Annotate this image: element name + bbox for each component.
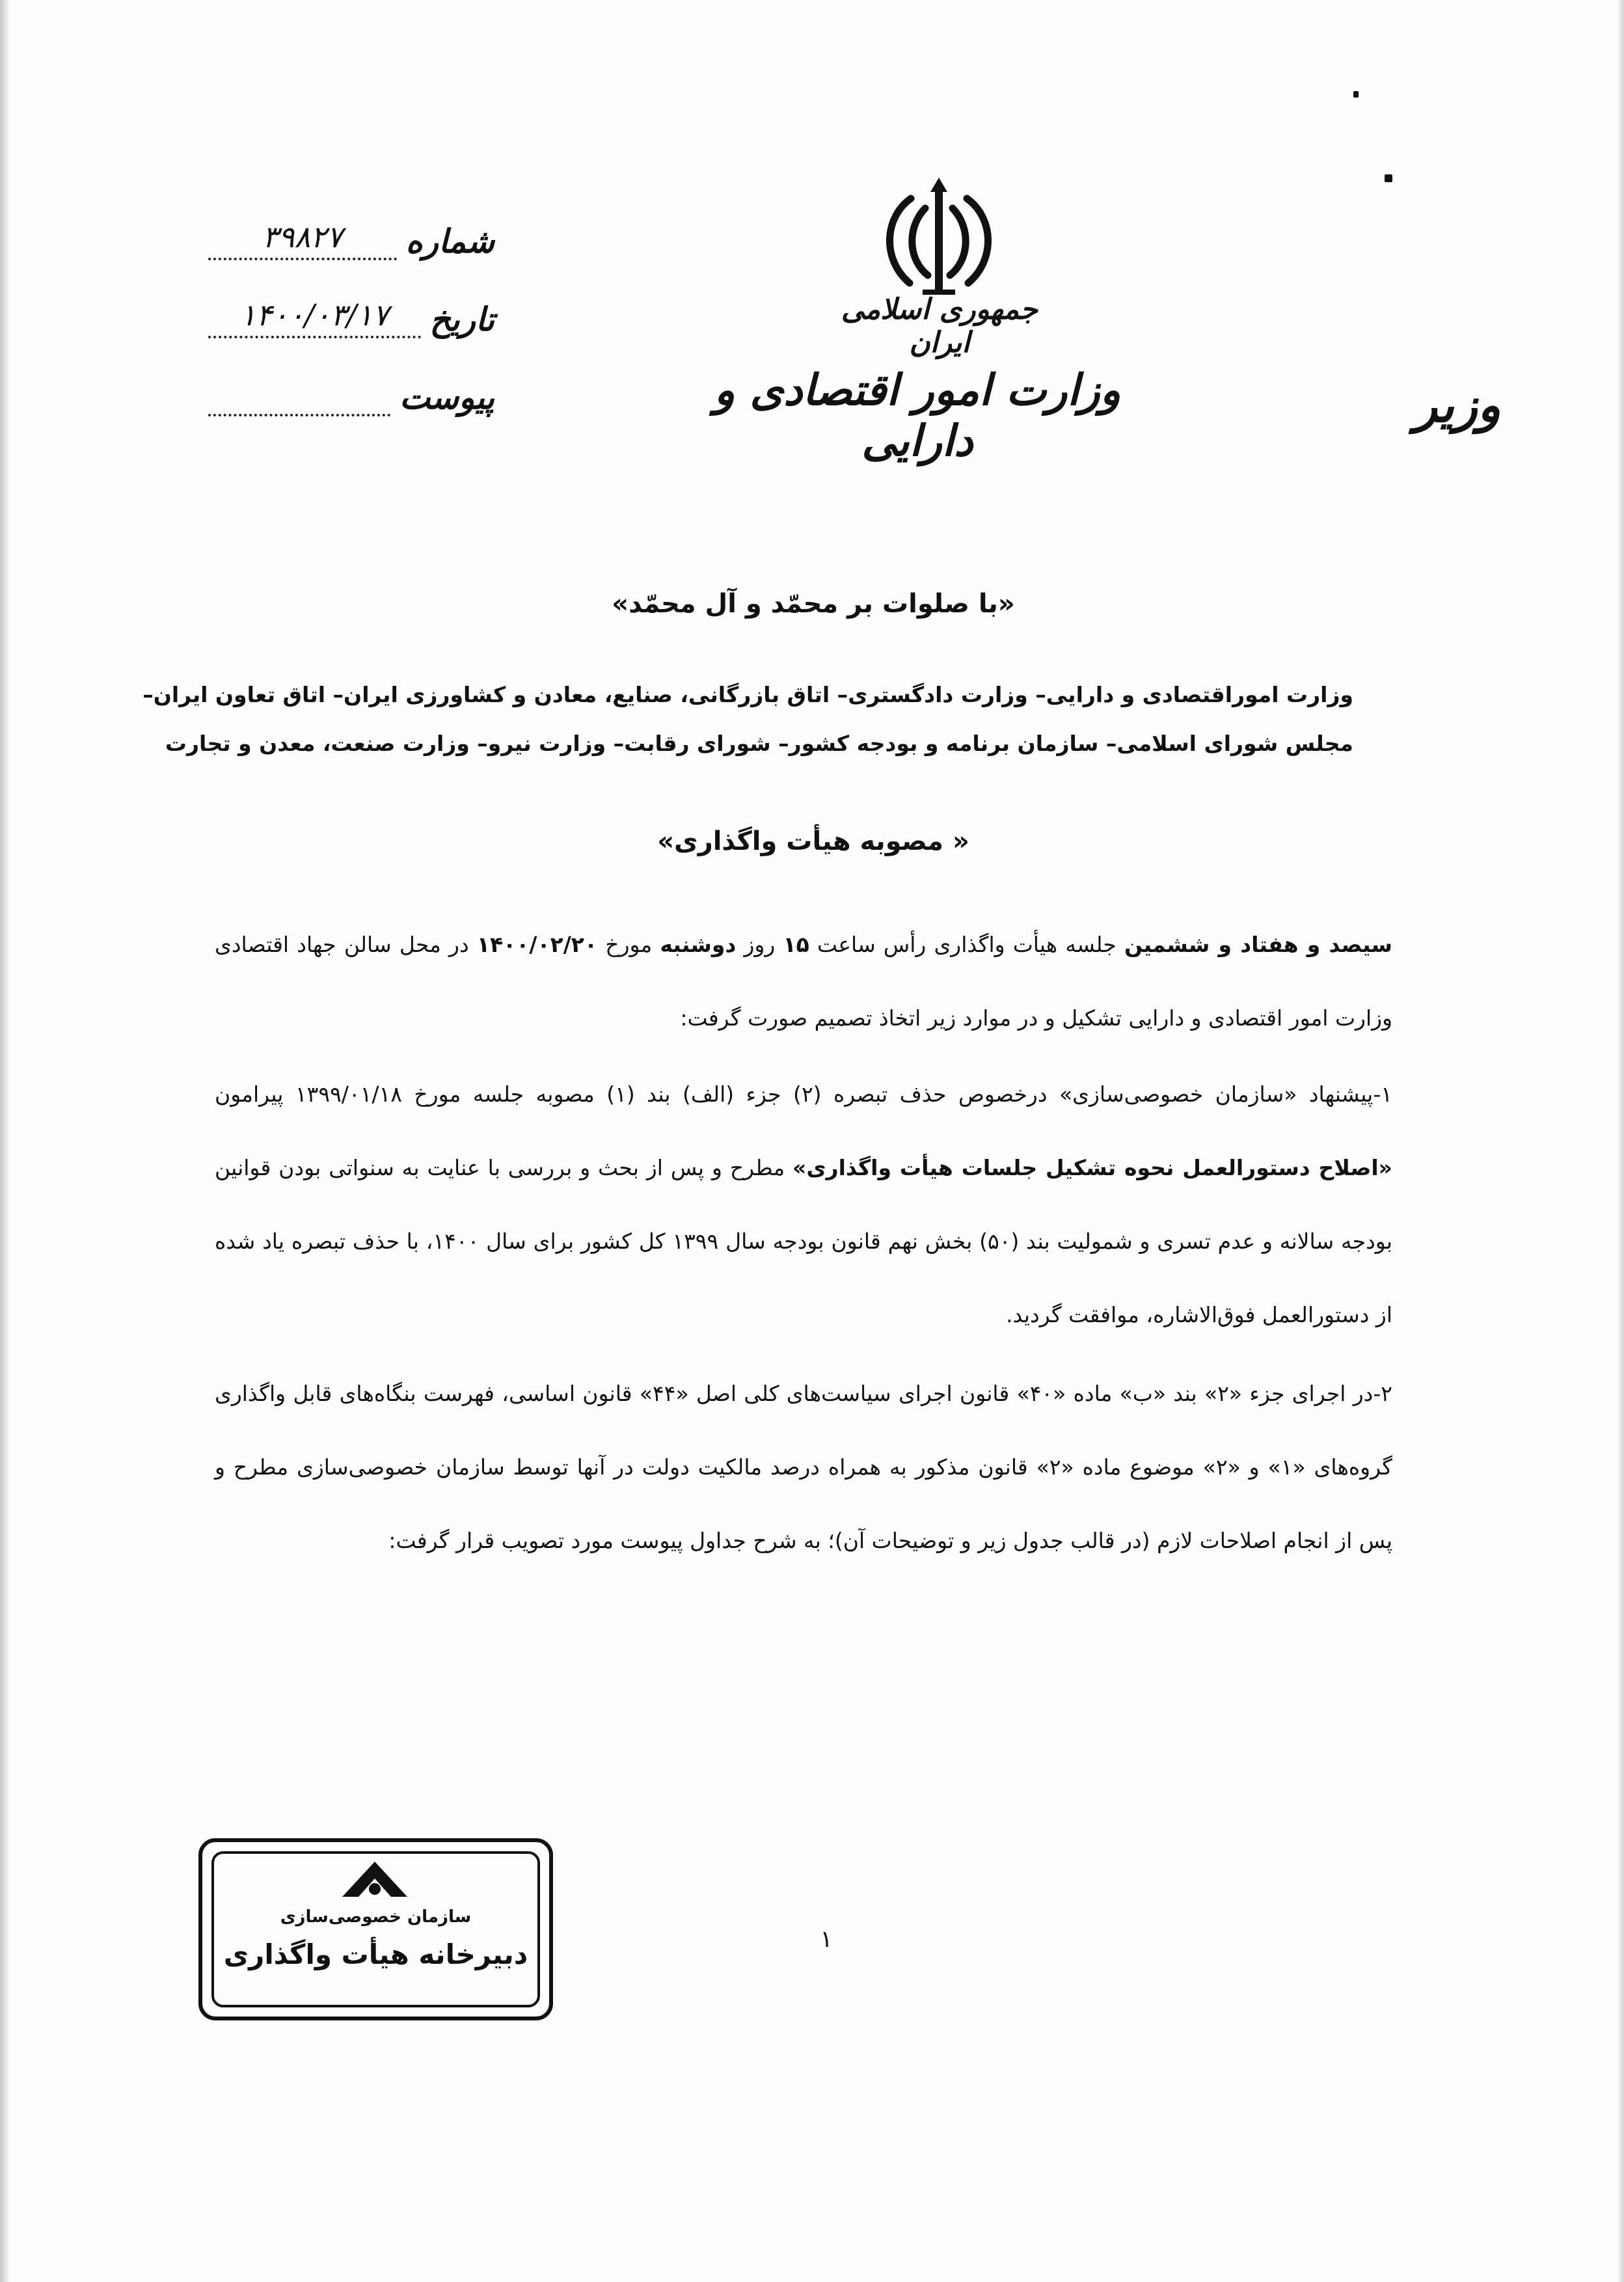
scan-edge-left bbox=[0, 0, 9, 2282]
item-text: مطرح و پس از بحث و بررسی با عنایت به سنواتی بودن قوانین بودجه سالانه و عدم تسری و شمولیت بند (۵۰) بخش نهم قانون بودجه سال ۱۳۹۹ کل کشور برای سال ۱۴۰۰، با حذف تبصره یاد شده از دستورالعمل فوق‌الاشاره، موافقت گردید. bbox=[215, 1155, 1392, 1327]
session-ordinal: سیصد و هفتاد و ششمین bbox=[1124, 932, 1393, 957]
intro-text: جلسه هیأت واگذاری رأس ساعت bbox=[809, 932, 1125, 957]
recipients-line: وزارت اموراقتصادی و دارایی– وزارت دادگستری– اتاق بازرگانی، صنایع، معادن و کشاورزی ایران– اتاق تعاون ایران– bbox=[142, 682, 1353, 707]
iran-emblem-icon bbox=[871, 172, 1007, 303]
resolution-item-2 bbox=[215, 1357, 1392, 1577]
session-weekday: دوشنبه bbox=[660, 932, 737, 957]
letter-attachment-row bbox=[208, 364, 494, 416]
session-hour: ۱۵ bbox=[783, 932, 809, 957]
ministry-name: وزارت امور اقتصادی و دارایی bbox=[714, 364, 1121, 466]
stamp-organization: سازمان خصوصی‌سازی bbox=[280, 1907, 472, 1927]
page-number: ۱ bbox=[820, 1926, 833, 1953]
item-text: ۱-پیشنهاد «سازمان خصوصی‌سازی» درخصوص حذف تبصره (۲) جزء (الف) بند (۱) مصوبه جلسه مورخ ۱۳۹۹/۰۱/۱۸ پیرامون bbox=[215, 1081, 1392, 1107]
privatization-logo-icon bbox=[339, 1856, 411, 1902]
office-stamp bbox=[198, 1838, 553, 2020]
session-date: ۱۴۰۰/۰۲/۲۰ bbox=[476, 932, 598, 957]
letter-date-label: تاریخ bbox=[429, 300, 494, 338]
letter-number-label: شماره bbox=[405, 222, 494, 260]
scan-speck bbox=[1353, 91, 1359, 98]
recipients-line: مجلس شورای اسلامی– سازمان برنامه و بودجه کشور– شورای رقابت– وزارت نیرو– وزارت صنعت، معدن و تجارت bbox=[165, 731, 1353, 756]
minister-label: وزیر bbox=[1414, 377, 1501, 433]
letter-attachment-value bbox=[208, 375, 390, 416]
resolution-title: « مصوبه هیأت واگذاری» bbox=[657, 826, 969, 856]
letter-number-row bbox=[208, 208, 494, 260]
item-bold-title: «اصلاح دستورالعمل نحوه تشکیل جلسات هیأت واگذاری» bbox=[792, 1155, 1392, 1180]
intro-text: در محل سالن جهاد اقتصادی وزارت امور اقتصادی و دارایی تشکیل و در موارد زیر اتخاذ تصمیم صورت گرفت: bbox=[215, 932, 1392, 1031]
intro-text: مورخ bbox=[597, 932, 660, 957]
session-intro-paragraph bbox=[215, 908, 1392, 1055]
scan-speck bbox=[1385, 174, 1392, 182]
resolution-item-1 bbox=[215, 1057, 1392, 1352]
item-text: ۲-در اجرای جزء «۲» بند «ب» ماده «۴۰» قانون اجرای سیاست‌های کلی اصل «۴۴» قانون اساسی، فهرست بنگاه‌های قابل واگذاری گروه‌های «۱» و «۲» موضوع ماده «۲» قانون مذکور به همراه درصد مالکیت دولت در آنها توسط سازمان خصوصی‌سازی مطرح و پس از انجام اصلاحات لازم (در قالب جدول زیر و توضیحات آن)؛ به شرح جداول پیوست مورد تصویب قرار گرفت: bbox=[215, 1381, 1392, 1553]
letter-attachment-label: پیوست bbox=[399, 378, 494, 416]
letter-date-value: ۱۴۰۰/۰۳/۱۷ bbox=[208, 297, 421, 338]
scan-edge-right bbox=[1617, 0, 1624, 2282]
letter-number-value: ۳۹۸۲۷ bbox=[208, 219, 397, 260]
recipients-list bbox=[142, 670, 1353, 768]
stamp-office: دبیرخانه هیأت واگذاری bbox=[223, 1938, 528, 1970]
intro-text: روز bbox=[736, 932, 783, 957]
republic-name: جمهوری اسلامی ایران bbox=[841, 293, 1038, 359]
letter-date-row bbox=[208, 286, 494, 338]
invocation: «با صلوات بر محمّد و آل محمّد» bbox=[612, 589, 1015, 619]
